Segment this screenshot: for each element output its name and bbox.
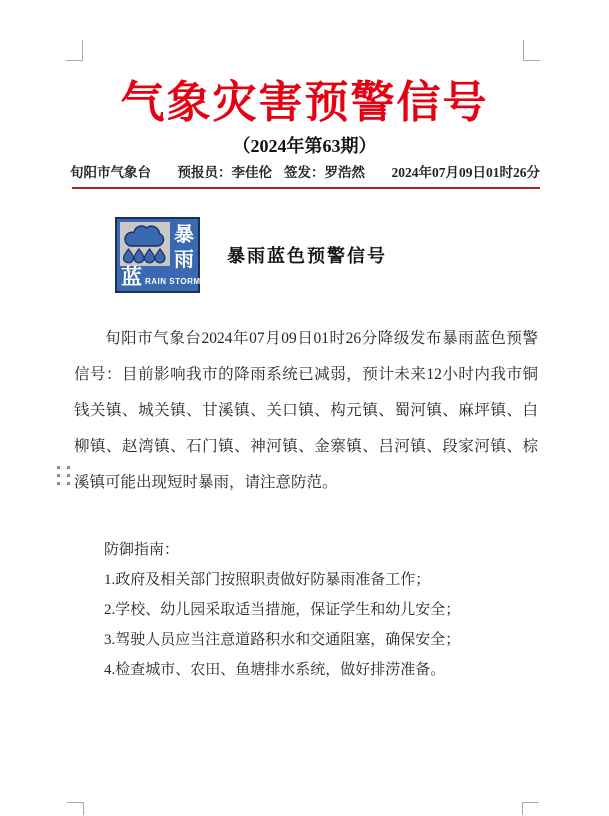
warning-signal-heading: 暴雨蓝色预警信号 bbox=[227, 246, 387, 266]
rain-cloud-icon bbox=[120, 222, 170, 266]
margin-dots-marker bbox=[57, 466, 70, 485]
issue-datetime: 2024年07月09日01时26分 bbox=[391, 165, 540, 180]
icon-type-char-1: 暴 bbox=[174, 224, 194, 246]
header-divider-rule bbox=[72, 187, 540, 189]
defense-guide bbox=[74, 535, 544, 685]
defense-guide-item-1: 1.政府及相关部门按照职责做好防暴雨准备工作； bbox=[104, 572, 431, 588]
staff-info bbox=[178, 161, 366, 181]
icon-level-char: 蓝 bbox=[121, 266, 142, 289]
document-title: 气象灾害预警信号 bbox=[120, 78, 489, 127]
defense-guide-item-2: 2.学校、幼儿园采取适当措施，保证学生和幼儿安全； bbox=[104, 602, 461, 618]
forecaster-name: 预报员：李佳伦 bbox=[177, 165, 272, 180]
text-boundary-mark-top-left bbox=[66, 40, 83, 61]
text-boundary-mark-bottom-right bbox=[522, 802, 539, 815]
icon-cloud-panel bbox=[120, 222, 170, 266]
header-info-row bbox=[70, 161, 540, 181]
issuer-name: 签发：罗浩然 bbox=[284, 165, 365, 180]
station-name: 旬阳市气象台 bbox=[70, 165, 151, 180]
issue-number: （2024年第63期） bbox=[232, 136, 377, 156]
text-boundary-mark-bottom-left bbox=[67, 802, 84, 815]
defense-guide-heading: 防御指南： bbox=[104, 542, 180, 558]
warning-body-text: 旬阳市气象台2024年07月09日01时26分降级发布暴雨蓝色预警信号：目前影响我市的降雨系统已减弱，预计未来12小时内我市铜钱关镇、城关镇、甘溪镇、关口镇、构元镇、蜀河镇、麻坪镇、白柳镇、赵湾镇、石门镇、神河镇、金寨镇、吕河镇、段家河镇、棕溪镇可能出现短时暴雨，请注意防范。 bbox=[74, 330, 538, 491]
text-boundary-mark-top-right bbox=[523, 40, 540, 61]
icon-type-char-2: 雨 bbox=[174, 249, 194, 271]
icon-english-label: RAIN STORM bbox=[145, 277, 201, 286]
rainstorm-blue-warning-icon bbox=[115, 217, 200, 293]
defense-guide-item-3: 3.驾驶人员应当注意道路积水和交通阻塞，确保安全； bbox=[104, 632, 461, 648]
defense-guide-item-4: 4.检查城市、农田、鱼塘排水系统，做好排涝准备。 bbox=[104, 662, 446, 678]
